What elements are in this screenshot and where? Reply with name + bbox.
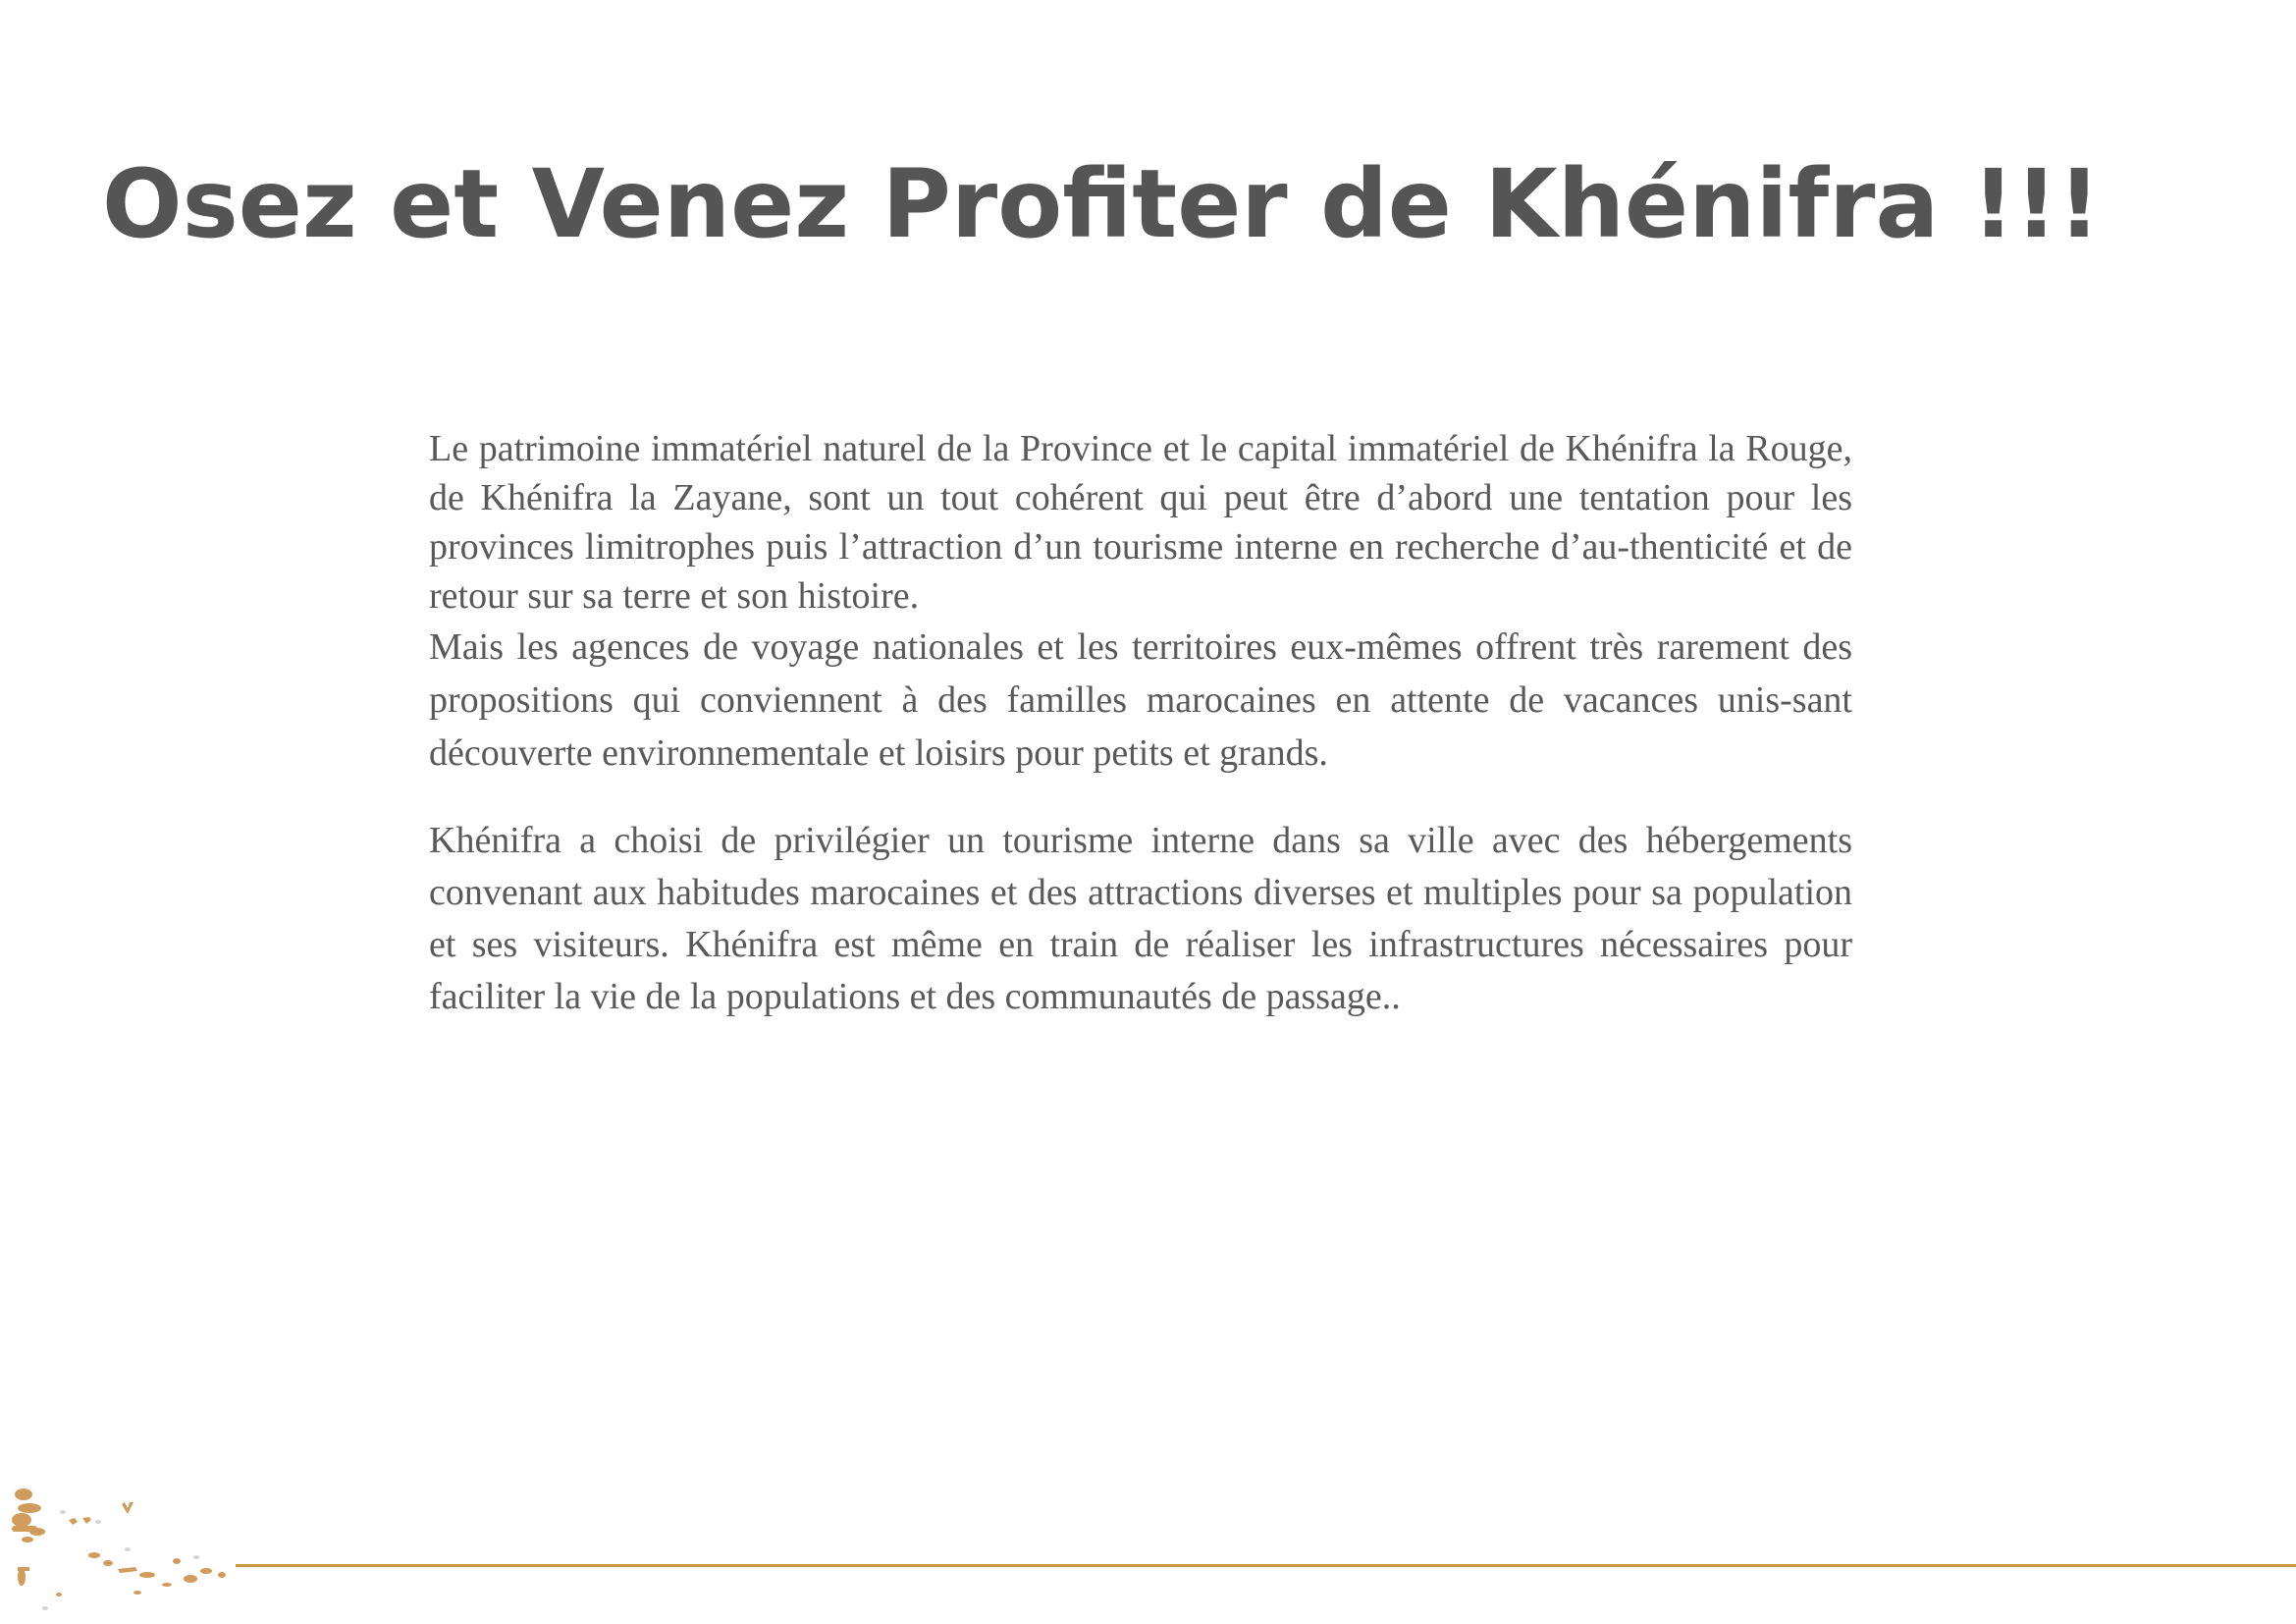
ornamental-logo-icon (0, 1461, 245, 1624)
body-text (429, 424, 1852, 1023)
paragraph-2: Mais les agences de voyage nationales et les territoires eux-mêmes offrent très rarement des propositions qui conviennent à des familles marocaines en attente de vacances unis-sant découverte environnementale et loisirs pour petits et grands. (429, 626, 1852, 774)
paragraph-3: Khénifra a choisi de privilégier un tourisme interne dans sa ville avec des hébergements convenant aux habitudes marocaines et des attractions diverses et multiples pour sa population et ses visiteurs. Khénifra est même en train de réaliser les infrastructures nécessaires pour faciliter la vie de la populations et des communautés de passage.. (429, 820, 1852, 1017)
footer-divider (236, 1564, 2296, 1567)
paragraph-1: Le patrimoine immatériel naturel de la Province et le capital immatériel de Khénifra la Rouge, de Khénifra la Zayane, sont un tout cohérent qui peut être d’abord une tentation pour les provinces limitrophes puis l’attraction d’un tourisme interne en recherche d’au-thenticité et de retour sur sa terre et son histoire. (429, 428, 1852, 617)
page-title: Osez et Venez Profiter de Khénifra !!! (102, 149, 2102, 259)
